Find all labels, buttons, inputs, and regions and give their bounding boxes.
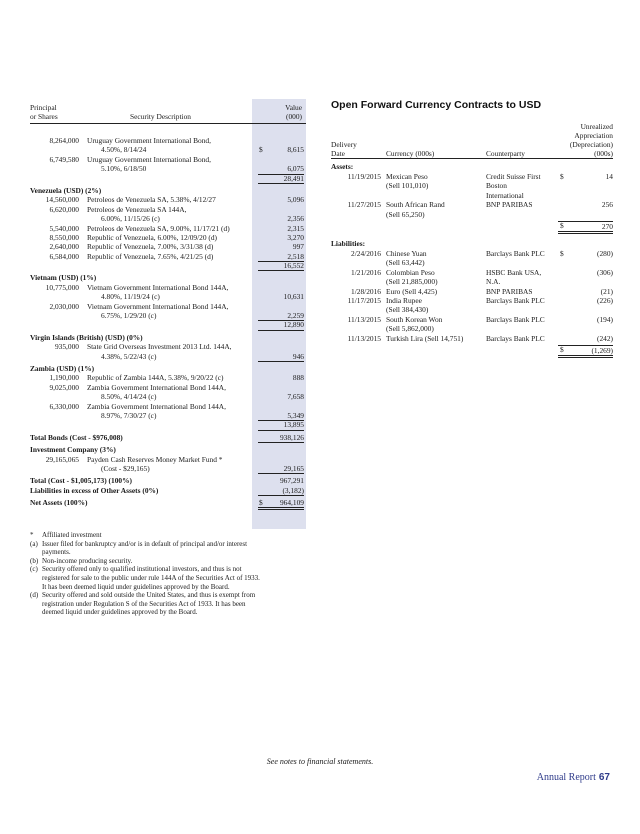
currency: (Sell 5,862,000) bbox=[386, 324, 434, 334]
unrealized-value: (242) bbox=[596, 333, 613, 343]
holding-row-cont bbox=[30, 392, 306, 401]
counterparty: International bbox=[486, 190, 524, 200]
footnote-text: Security offered only to qualified institutional investors, and thus is not bbox=[42, 565, 242, 574]
total-label: Total (Cost - $1,005,173) (100%) bbox=[30, 476, 132, 486]
holding-row-cont bbox=[30, 352, 306, 361]
liabilities-excess-value: (3,182) bbox=[258, 486, 304, 496]
unrealized-value: 14 bbox=[605, 172, 613, 181]
footer-note: See notes to financial statements. bbox=[266, 757, 374, 766]
holding-row-cont bbox=[30, 292, 306, 301]
principal-amount: 9,025,000 bbox=[49, 382, 79, 392]
subtotal-row bbox=[30, 174, 306, 183]
holding-row bbox=[30, 283, 306, 292]
currency: South African Rand bbox=[386, 200, 445, 210]
security-description: Petroleos de Venezuela SA, 9.00%, 11/17/21 (d) bbox=[87, 223, 230, 233]
holding-row bbox=[30, 373, 306, 382]
total-bonds-label: Total Bonds (Cost - $976,008) bbox=[30, 432, 123, 442]
security-description: Zambia Government International Bond 144A, bbox=[87, 401, 226, 411]
security-description: Zambia Government International Bond 144A, bbox=[87, 382, 226, 392]
contract-row bbox=[331, 172, 613, 200]
annual-report-label: Annual Report bbox=[536, 772, 596, 783]
holding-value: 3,270 bbox=[287, 232, 304, 242]
total-bonds-value: 938,126 bbox=[258, 433, 304, 443]
subtotal-value: 13,895 bbox=[258, 420, 304, 430]
principal-amount: 6,584,000 bbox=[49, 251, 79, 261]
forward-currency-contracts bbox=[331, 99, 613, 357]
holding-row-cont bbox=[30, 464, 306, 473]
security-description: 6.00%, 11/15/26 (c) bbox=[101, 214, 160, 224]
holding-row bbox=[30, 205, 306, 214]
holding-row bbox=[30, 252, 306, 261]
holding-value: 997 bbox=[292, 242, 304, 252]
contract-row bbox=[331, 249, 613, 268]
footnote-text: registered for sale to the public under rule 144A of the Securities Act of 1933. bbox=[42, 573, 260, 582]
section-heading bbox=[30, 273, 306, 282]
page-number: 67 bbox=[598, 772, 610, 783]
security-description: Republic of Venezuela, 7.00%, 3/31/38 (d) bbox=[87, 242, 214, 252]
footnote bbox=[30, 531, 312, 540]
security-description: Payden Cash Reserves Money Market Fund * bbox=[87, 454, 223, 464]
description-header: Security Description bbox=[130, 112, 191, 121]
holding-value: 5,096 bbox=[287, 195, 304, 205]
delivery-date: 11/19/2015 bbox=[347, 172, 381, 181]
liabilities-label bbox=[331, 239, 613, 249]
security-description: 4.50%, 8/14/24 bbox=[101, 145, 147, 155]
dollar-sign: $ bbox=[560, 172, 564, 181]
holding-value: 7,658 bbox=[287, 392, 304, 402]
section-name: Investment Company (3%) bbox=[30, 445, 116, 455]
footnote-text: It has been deemed liquid under guidelines approved by the Board. bbox=[42, 582, 230, 591]
security-description: (Cost - $29,165) bbox=[101, 463, 150, 473]
unrealized-value: (194) bbox=[596, 314, 613, 324]
delivery-date: 1/21/2016 bbox=[351, 267, 381, 277]
counterparty: BNP PARIBAS bbox=[486, 200, 533, 210]
principal-amount: 10,775,000 bbox=[45, 282, 79, 292]
currency: Colombian Peso bbox=[386, 267, 435, 277]
liabilities-excess-label: Liabilities in excess of Other Assets (0%) bbox=[30, 485, 159, 495]
holding-row-cont bbox=[30, 145, 306, 154]
liabilities-label-text: Liabilities: bbox=[331, 238, 366, 248]
holding-row bbox=[30, 342, 306, 351]
holding-value: 2,356 bbox=[287, 214, 304, 224]
delivery-date: 2/24/2016 bbox=[351, 248, 381, 258]
footnotes bbox=[30, 531, 312, 617]
security-description: Republic of Zambia 144A, 5.38%, 9/20/22 (c) bbox=[87, 373, 224, 383]
delivery-header: Delivery bbox=[331, 140, 357, 149]
currency: (Sell 384,430) bbox=[386, 305, 429, 315]
security-description: Vietnam Government International Bond 144A, bbox=[87, 282, 229, 292]
section-name: Vietnam (USD) (1%) bbox=[30, 273, 97, 283]
investment-company-heading bbox=[30, 445, 306, 454]
security-description: 8.97%, 7/30/27 (c) bbox=[101, 410, 157, 420]
principal-amount: 935,000 bbox=[54, 342, 79, 352]
counterparty: Credit Suisse First bbox=[486, 172, 541, 181]
footnote-key: (c) bbox=[30, 565, 38, 574]
currency: (Sell 101,010) bbox=[386, 181, 429, 191]
contracts-header bbox=[331, 122, 613, 159]
footnote-text: payments. bbox=[42, 548, 71, 557]
holding-row bbox=[30, 302, 306, 311]
footnote bbox=[30, 565, 312, 591]
principal-amount: 2,030,000 bbox=[49, 301, 79, 311]
security-description: 5.10%, 6/18/50 bbox=[101, 164, 147, 174]
assets-label-text: Assets: bbox=[331, 162, 354, 171]
subtotal-row bbox=[30, 261, 306, 270]
contracts-total-row bbox=[331, 343, 613, 357]
dollar-sign: $ bbox=[560, 220, 564, 230]
footnote bbox=[30, 540, 312, 557]
counterparty: BNP PARIBAS bbox=[486, 286, 533, 296]
section-name: Virgin Islands (British) (USD) (0%) bbox=[30, 332, 143, 342]
footnote-text: registration under Regulation S of the Securities Act of 1933. It has been bbox=[42, 599, 246, 608]
security-description: Republic of Venezuela, 6.00%, 12/09/20 (d) bbox=[87, 232, 217, 242]
security-description: 8.50%, 4/14/24 (c) bbox=[101, 392, 157, 402]
unrealized-value: (226) bbox=[596, 295, 613, 305]
footnote bbox=[30, 557, 312, 566]
date-header: Date bbox=[331, 149, 345, 158]
unrealized-header: Unrealized bbox=[580, 122, 613, 131]
holding-row bbox=[30, 402, 306, 411]
holding-row bbox=[30, 195, 306, 204]
section-heading bbox=[30, 364, 306, 373]
principal-amount: 6,330,000 bbox=[49, 401, 79, 411]
holding-row bbox=[30, 383, 306, 392]
holding-row-cont bbox=[30, 411, 306, 420]
footnote-key: * bbox=[30, 531, 34, 539]
security-description: Petroleos de Venezuela SA, 5.38%, 4/12/27 bbox=[87, 195, 216, 205]
holding-value: 10,631 bbox=[283, 292, 304, 302]
subtotal-row bbox=[30, 420, 306, 429]
net-assets-value: 964,109 bbox=[258, 498, 304, 510]
holding-row bbox=[30, 155, 306, 164]
security-description: Petroleos de Venezuela SA 144A, bbox=[87, 204, 187, 214]
counterparty-header: Counterparty bbox=[486, 149, 525, 158]
depreciation-header: (Depreciation) bbox=[569, 140, 613, 149]
contract-row bbox=[331, 268, 613, 287]
counterparty: Barclays Bank PLC bbox=[486, 314, 545, 324]
currency: Euro (Sell 4,425) bbox=[386, 286, 438, 296]
footnote-key: (d) bbox=[30, 591, 39, 600]
holding-row-cont bbox=[30, 214, 306, 223]
net-assets bbox=[30, 498, 306, 507]
holding-row bbox=[30, 136, 306, 145]
holding-value: 2,315 bbox=[287, 223, 304, 233]
unrealized-value: (306) bbox=[596, 267, 613, 277]
contracts-total-value: (1,269) bbox=[558, 345, 613, 358]
shares-header: or Shares bbox=[30, 112, 58, 121]
contracts-total-value: 270 bbox=[558, 221, 613, 234]
delivery-date: 11/13/2015 bbox=[347, 333, 381, 343]
counterparty: Boston bbox=[486, 181, 507, 191]
currency: Turkish Lira (Sell 14,751) bbox=[386, 333, 464, 343]
schedule-header bbox=[30, 103, 306, 124]
dollar-sign: $ bbox=[560, 248, 564, 258]
subtotal-row bbox=[30, 320, 306, 329]
subtotal-value: 12,890 bbox=[258, 320, 304, 330]
contract-row bbox=[331, 315, 613, 334]
delivery-date: 11/17/2015 bbox=[347, 295, 381, 305]
security-description: Vietnam Government International Bond 144A, bbox=[87, 301, 229, 311]
footnote-text: Security offered and sold outside the United States, and thus is exempt from bbox=[42, 591, 256, 600]
delivery-date: 1/28/2016 bbox=[351, 286, 381, 296]
footnote-key: (a) bbox=[30, 539, 38, 548]
principal-amount: 1,190,000 bbox=[49, 373, 79, 383]
currency: India Rupee bbox=[386, 295, 422, 305]
holding-value: 8,615 bbox=[287, 145, 304, 155]
security-description: Republic of Venezuela, 7.65%, 4/21/25 (d) bbox=[87, 251, 214, 261]
section-heading bbox=[30, 186, 306, 195]
principal-amount: 8,264,000 bbox=[49, 136, 79, 145]
contract-row bbox=[331, 287, 613, 296]
principal-amount: 6,620,000 bbox=[49, 204, 79, 214]
assets-label bbox=[331, 162, 613, 172]
total bbox=[30, 476, 306, 485]
security-description: State Grid Overseas Investment 2013 Ltd. 144A, bbox=[87, 342, 232, 352]
dollar-sign: $ bbox=[259, 145, 263, 155]
contract-row bbox=[331, 334, 613, 343]
holding-row-cont bbox=[30, 164, 306, 173]
holding-row-cont bbox=[30, 311, 306, 320]
holding-row bbox=[30, 224, 306, 233]
total-value: 967,291 bbox=[279, 476, 304, 486]
subtotal-value: 28,491 bbox=[258, 174, 304, 184]
unrealized-value: (21) bbox=[600, 286, 613, 296]
contract-row bbox=[331, 296, 613, 315]
principal-amount: 14,560,000 bbox=[45, 195, 79, 205]
subtotal-value: 16,552 bbox=[258, 261, 304, 271]
security-description: 6.75%, 1/29/20 (c) bbox=[101, 311, 157, 321]
holding-value: 888 bbox=[292, 373, 304, 383]
section-name: Venezuela (USD) (2%) bbox=[30, 185, 102, 195]
holding-value: 5,349 bbox=[258, 411, 304, 421]
footnote-text: Affiliated investment bbox=[42, 531, 102, 539]
dollar-sign: $ bbox=[560, 344, 564, 354]
principal-amount: 5,540,000 bbox=[49, 223, 79, 233]
security-description: Uruguay Government International Bond, bbox=[87, 136, 211, 145]
delivery-date: 11/27/2015 bbox=[347, 200, 381, 210]
counterparty: HSBC Bank USA, bbox=[486, 267, 542, 277]
footnote-text: Non-income producing security. bbox=[42, 556, 133, 565]
footnote-text: deemed liquid under guidelines approved by the Board. bbox=[42, 608, 198, 617]
counterparty: N.A. bbox=[486, 277, 501, 287]
principal-amount: 2,640,000 bbox=[49, 242, 79, 252]
contracts-title: Open Forward Currency Contracts to USD bbox=[331, 99, 542, 111]
unrealized-value: 256 bbox=[601, 200, 613, 210]
holding-value: 2,259 bbox=[258, 311, 304, 321]
footnote bbox=[30, 591, 312, 617]
security-description: 4.80%, 11/19/24 (c) bbox=[101, 292, 160, 302]
holding-value: 2,518 bbox=[258, 252, 304, 262]
footnote-key: (b) bbox=[30, 556, 39, 565]
holding-row bbox=[30, 455, 306, 464]
counterparty: Barclays Bank PLC bbox=[486, 248, 545, 258]
total-bonds bbox=[30, 433, 306, 442]
page-footer bbox=[537, 773, 610, 782]
currency: (Sell 65,250) bbox=[386, 209, 425, 219]
security-description: 4.38%, 5/22/43 (c) bbox=[101, 351, 157, 361]
principal-amount: 29,165,065 bbox=[45, 454, 79, 464]
currency-header: Currency (000s) bbox=[386, 149, 435, 158]
footnote-text: Issuer filed for bankruptcy and/or is in default of principal and/or interest bbox=[42, 539, 248, 548]
currency: South Korean Won bbox=[386, 314, 443, 324]
principal-header: Principal bbox=[30, 103, 57, 112]
unit-header: (000s) bbox=[594, 149, 613, 158]
section-heading bbox=[30, 333, 306, 342]
net-assets-label: Net Assets (100%) bbox=[30, 498, 88, 508]
value-header: Value bbox=[285, 103, 302, 112]
liabilities-excess bbox=[30, 486, 306, 495]
unrealized-value: (280) bbox=[596, 248, 613, 258]
holding-value: 946 bbox=[258, 352, 304, 362]
holding-value: 29,165 bbox=[258, 464, 304, 474]
dollar-sign: $ bbox=[259, 498, 263, 508]
currency: Chinese Yuan bbox=[386, 248, 427, 258]
holding-row bbox=[30, 242, 306, 251]
principal-amount: 8,550,000 bbox=[49, 232, 79, 242]
currency: Mexican Peso bbox=[386, 172, 428, 181]
appreciation-header: Appreciation bbox=[574, 131, 613, 140]
holding-value: 6,075 bbox=[258, 164, 304, 174]
schedule-of-investments bbox=[30, 103, 306, 507]
security-description: Uruguay Government International Bond, bbox=[87, 154, 211, 164]
holding-row bbox=[30, 233, 306, 242]
contracts-total-row bbox=[331, 219, 613, 233]
contract-row bbox=[331, 200, 613, 219]
currency: (Sell 21,885,000) bbox=[386, 277, 438, 287]
counterparty: Barclays Bank PLC bbox=[486, 295, 545, 305]
currency: (Sell 63,442) bbox=[386, 258, 425, 268]
section-name: Zambia (USD) (1%) bbox=[30, 363, 95, 373]
counterparty: Barclays Bank PLC bbox=[486, 333, 545, 343]
principal-amount: 6,749,580 bbox=[49, 154, 79, 164]
value-unit-header: (000) bbox=[285, 112, 302, 121]
delivery-date: 11/13/2015 bbox=[347, 314, 381, 324]
